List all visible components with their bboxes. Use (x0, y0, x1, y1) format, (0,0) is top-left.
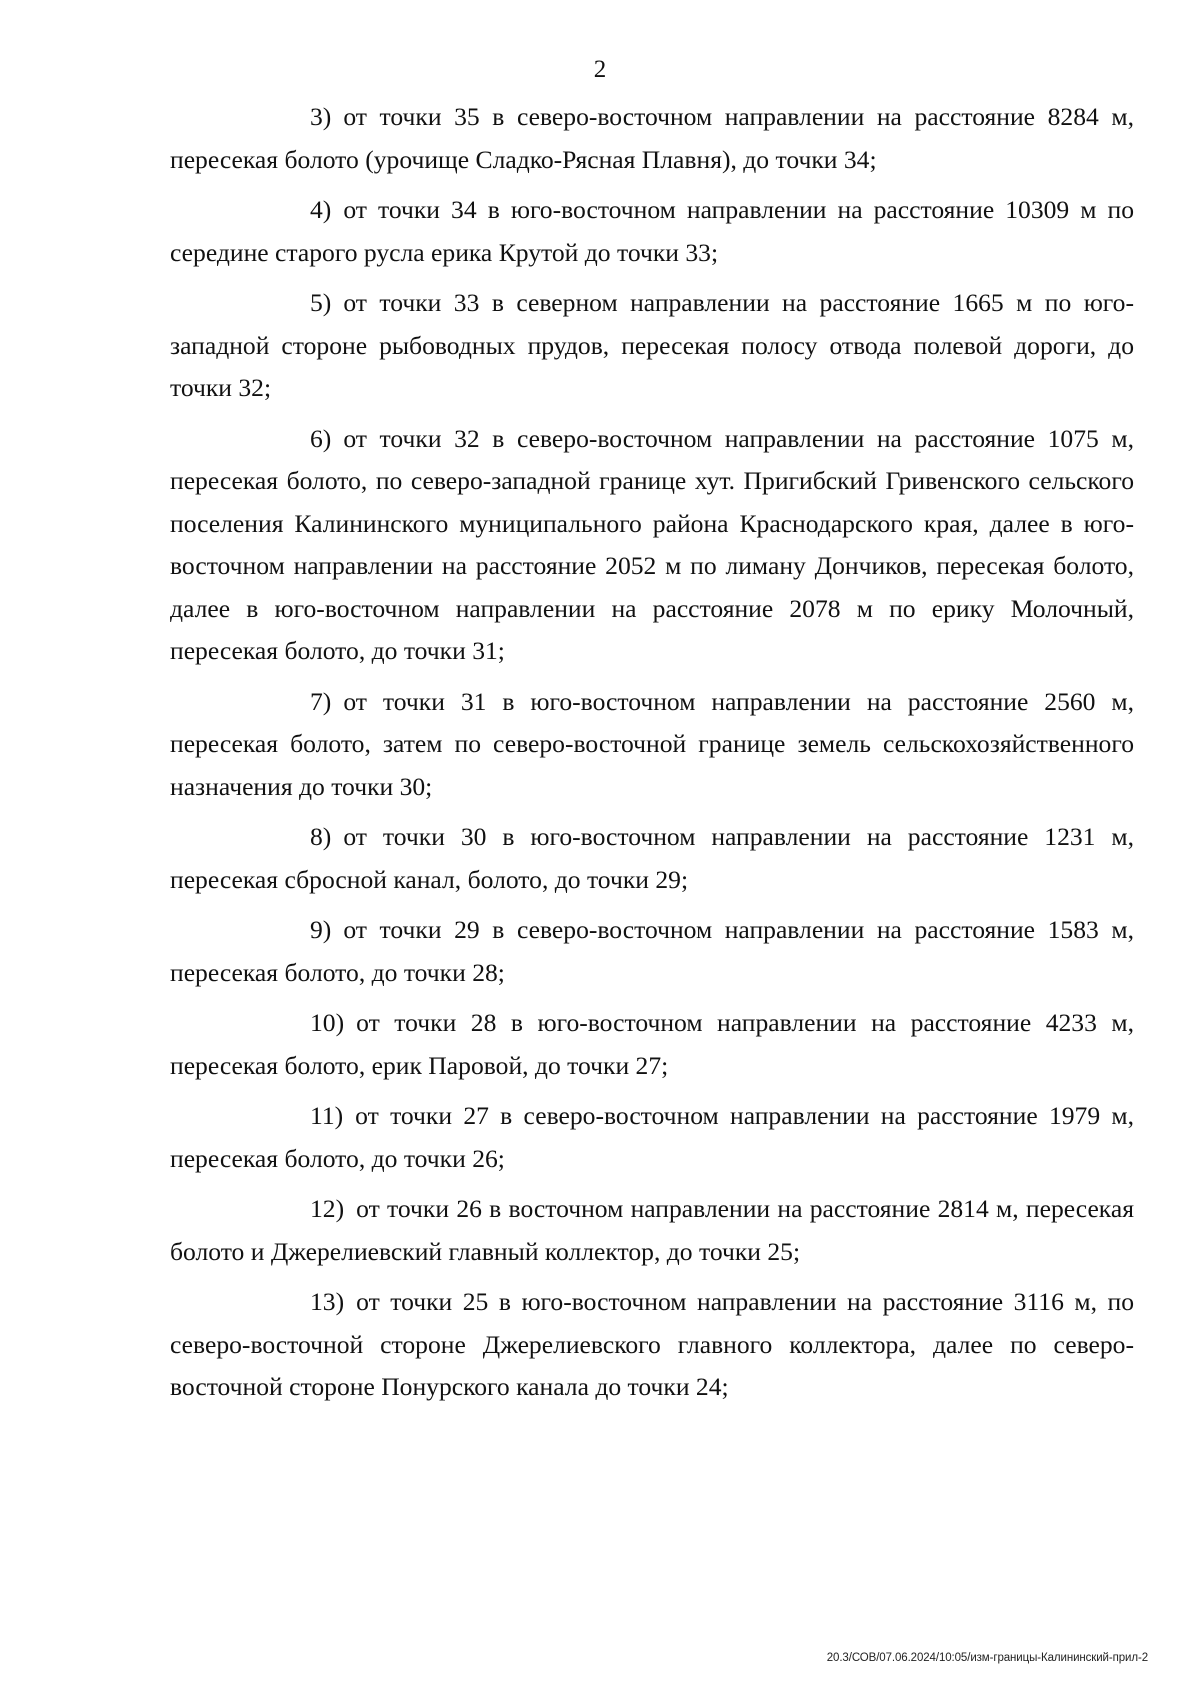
item-text: от точки 31 в юго-восточном направлении на расстояние 2560 м, пересекая болото, затем по северо-восточной границе земель сельскохозяйственного назначения до точки 30; (170, 686, 1134, 801)
item-text: от точки 29 в северо-восточном направлении на расстояние 1583 м, пересекая болото, до точки 28; (170, 915, 1134, 987)
document-body (170, 96, 1134, 1409)
paragraph-item-4 (170, 189, 1134, 274)
item-number: 3) (310, 102, 332, 131)
item-number: 7) (310, 686, 332, 716)
paragraph-item-9 (170, 909, 1134, 994)
item-text: от точки 33 в северном направлении на расстояние 1665 м по юго-западной стороне рыбоводных прудов, пересекая полосу отвода полевой дороги, до точки 32; (170, 288, 1134, 402)
item-text: от точки 27 в северо-восточном направлении на расстояние 1979 м, пересекая болото, до точки 26; (170, 1101, 1134, 1173)
paragraph-item-8 (170, 816, 1134, 901)
item-number: 4) (310, 195, 332, 224)
item-text: от точки 30 в юго-восточном направлении на расстояние 1231 м, пересекая сбросной канал, болото, до точки 29; (170, 822, 1134, 894)
item-number: 9) (310, 915, 332, 944)
item-number: 11) (310, 1101, 344, 1130)
item-number: 13) (310, 1287, 345, 1316)
paragraph-item-5 (170, 282, 1134, 410)
item-text: от точки 28 в юго-восточном направлении на расстояние 4233 м, пересекая болото, ерик Паровой, до точки 27; (170, 1008, 1134, 1080)
page-number: 2 (593, 56, 607, 83)
paragraph-item-6 (170, 418, 1134, 673)
paragraph-item-12 (170, 1188, 1134, 1273)
item-text: от точки 35 в северо-восточном направлении на расстояние 8284 м, пересекая болото (урочище Сладко-Рясная Плавня), до точки 34; (170, 102, 1134, 174)
paragraph-item-7 (170, 681, 1134, 809)
item-number: 5) (310, 288, 332, 317)
paragraph-item-10 (170, 1002, 1134, 1087)
paragraph-item-13 (170, 1281, 1134, 1409)
item-text: от точки 34 в юго-восточном направлении на расстояние 10309 м по середине старого русла ерика Крутой до точки 33; (170, 195, 1134, 267)
item-number: 10) (310, 1008, 345, 1037)
item-number: 8) (310, 822, 332, 851)
item-number: 12) (310, 1194, 345, 1223)
item-text: от точки 25 в юго-восточном направлении на расстояние 3116 м, по северо-восточной стороне Джерелиевского главного коллектора, далее по северо-восточной стороне Понурского канала до точки 24; (170, 1287, 1134, 1401)
item-number: 6) (310, 423, 332, 453)
document-footer-code: 20.3/СОВ/07.06.2024/10:05/изм-границы-Калининский-прил-2 (826, 1652, 1148, 1664)
paragraph-item-3 (170, 96, 1134, 181)
paragraph-item-11 (170, 1095, 1134, 1180)
item-text: от точки 32 в северо-восточном направлении на расстояние 1075 м, пересекая болото, по северо-западной границе хут. Пригибский Гривенского сельского поселения Калининского муниципального района Краснодарского края, далее в юго-восточном направлении на расстояние 2052 м по лиману Дончиков, пересекая болото, далее в юго-восточном направлении на расстояние 2078 м по ерику Молочный, пересекая болото, до точки 31; (170, 423, 1134, 665)
item-text: от точки 26 в восточном направлении на расстояние 2814 м, пересекая болото и Джерелиевский главный коллектор, до точки 25; (170, 1194, 1134, 1266)
